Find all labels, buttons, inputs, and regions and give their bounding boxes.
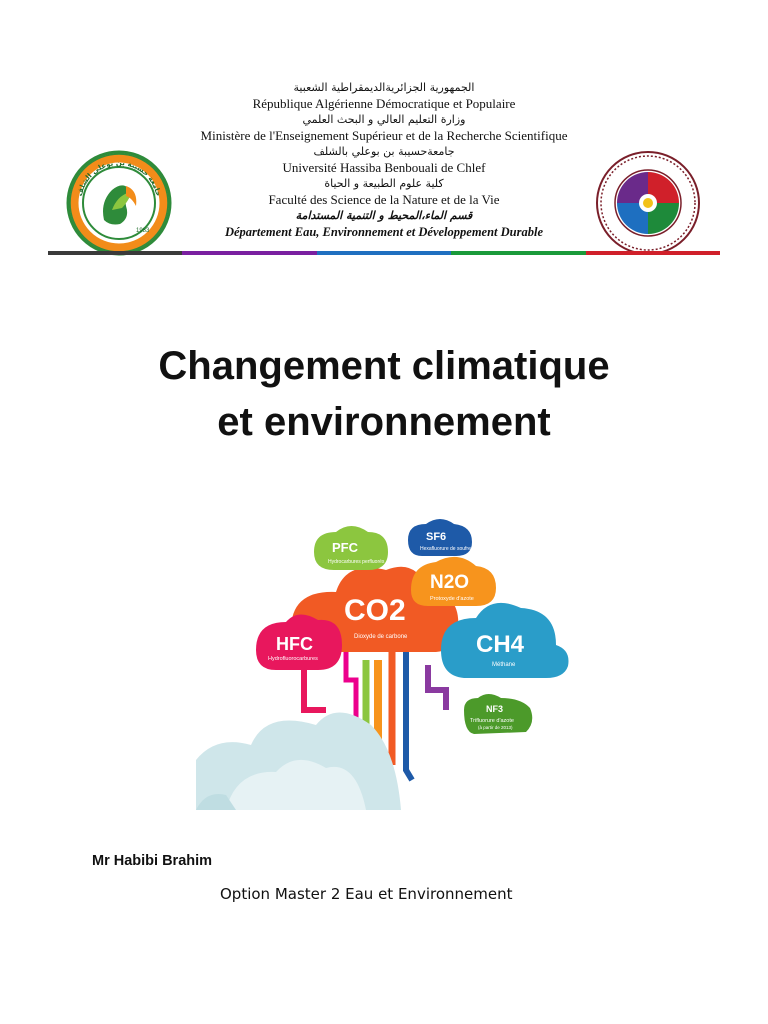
university-logo [66,150,172,256]
header-university: Université Hassiba Benbouali de Chlef [282,160,486,175]
author-name: Mr Habibi Brahim [92,853,213,869]
university-logo-text-top: جامعة حسيبة بن بوعلي الشلف [75,159,163,198]
divider-segment [48,251,182,255]
faculty-logo [595,150,701,256]
header-divider [48,251,720,255]
title-line-2: et environnement [217,400,551,444]
header-ar-republic: الجمهورية الجزائريةالديمقراطية الشعبية [293,81,475,94]
nf3-name: Trifluorure d'azote [470,718,514,724]
header-ar-ministry: وزارة التعليم العالي و البحث العلمي [302,113,466,126]
divider-segment [586,251,720,255]
n2o-formula: N2O [430,572,470,593]
co2-formula: CO2 [344,594,406,627]
pfc-name: Hydrocarbures perfluorés [328,559,385,565]
header-faculty: Faculté des Science de la Nature et de la Vie [268,192,500,207]
ch4-formula: CH4 [476,631,525,658]
co2-name: Dioxyde de carbone [354,634,408,640]
ch4-name: Méthane [492,662,516,668]
document-title [0,338,768,450]
divider-segment [182,251,316,255]
nf3-formula: NF3 [486,704,504,714]
hfc-formula: HFC [276,634,313,654]
pfc-formula: PFC [332,540,358,555]
course-option: Option Master 2 Eau et Environnement [220,885,513,903]
header-ar-department: قسم الماء،المحيط و التنمية المستدامة [295,209,473,222]
divider-segment [317,251,451,255]
university-logo-year: 1983 [136,228,150,234]
hfc-name: Hydrofluorocarbures [268,656,318,662]
n2o-name: Protoxyde d'azote [430,596,474,602]
sf6-formula: SF6 [426,531,447,543]
header-ministry: Ministère de l'Enseignement Supérieur et de la Recherche Scientifique [200,128,568,143]
nf3-note: (à partir de 2013) [478,725,513,730]
divider-segment [451,251,585,255]
header-department: Département Eau, Environnement et Développement Durable [224,225,544,239]
sf6-name: Hexafluorure de soufre [420,546,471,552]
header-republic: République Algérienne Démocratique et Populaire [252,96,516,111]
greenhouse-gases-illustration [196,510,576,810]
header-ar-university: جامعةحسيبة بن بوعلي بالشلف [313,145,455,158]
title-line-1: Changement climatique [158,344,610,388]
header-ar-faculty: كلية علوم الطبيعة و الحياة [324,177,444,190]
